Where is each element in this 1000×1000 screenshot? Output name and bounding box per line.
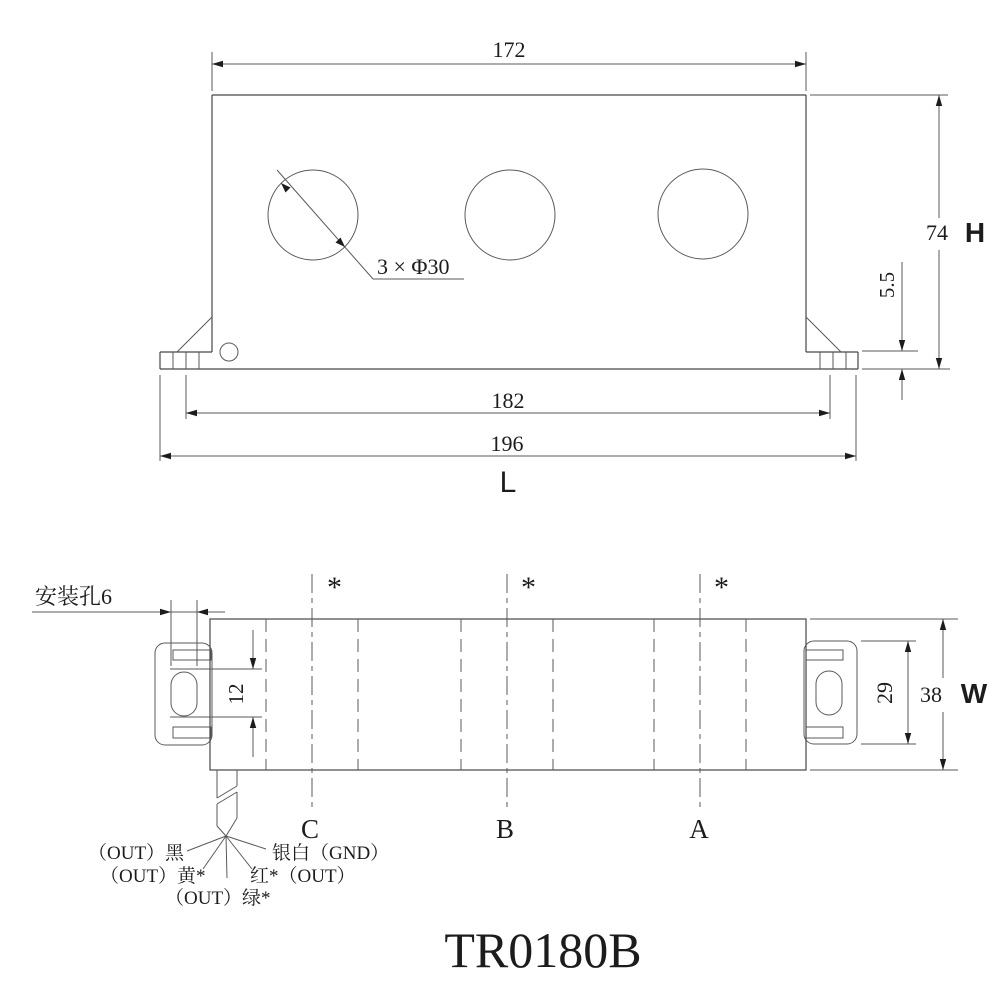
section-label-c: C: [300, 814, 320, 844]
leader-arrow-down: [336, 238, 346, 248]
wire-label-black: （OUT）黑: [88, 843, 185, 864]
height-letter-label: H: [964, 217, 986, 248]
left-ear-top-notch: [173, 650, 211, 660]
wire-exit-tab: [217, 770, 237, 836]
left-ear: [155, 643, 212, 745]
dim-5-5-extensions: [862, 351, 950, 369]
front-right-gusset: [806, 317, 841, 352]
dim-29-label: 29: [872, 682, 897, 704]
front-left-gusset: [177, 317, 212, 352]
dim-196-label: 196: [490, 431, 524, 456]
dim-12-label: 12: [224, 683, 248, 705]
dim-12-extensions: [170, 669, 262, 717]
hidden-hole-lines: [266, 619, 746, 770]
width-letter-label: W: [960, 678, 988, 709]
asterisk-b: *: [521, 571, 536, 604]
right-ear-bottom-notch: [806, 727, 843, 738]
asterisk-a: *: [714, 571, 729, 604]
front-right-foot-slots: [820, 352, 846, 369]
small-hole: [220, 343, 238, 361]
mounting-hole-extensions: [171, 600, 197, 666]
section-label-a: A: [689, 814, 709, 844]
asterisk-c: *: [327, 571, 342, 604]
front-left-foot-slots: [173, 352, 199, 369]
dim-172-label: 172: [492, 37, 526, 62]
mounting-hole-label: 安装孔6: [35, 584, 113, 609]
part-number-title: TR0180B: [444, 922, 642, 978]
right-ear-top-notch: [806, 650, 843, 660]
front-right-foot: [806, 352, 858, 369]
section-label-b: B: [495, 814, 515, 844]
bottom-view: [32, 571, 988, 909]
right-ear-slot: [816, 671, 842, 715]
left-ear-slot: [171, 672, 197, 716]
right-ear: [804, 641, 857, 744]
holes-note-label: 3 × Φ30: [377, 254, 450, 279]
left-ear-bottom-notch: [173, 727, 211, 738]
wire-label-silver-gnd: 银白（GND）: [272, 843, 390, 864]
dim-38-label: 38: [920, 682, 942, 707]
dim-5-5-label: 5.5: [875, 271, 899, 299]
wire-label-red: 红*（OUT）: [250, 866, 356, 887]
wire-label-green: （OUT）绿*: [165, 888, 271, 909]
dim-182-label: 182: [491, 388, 525, 413]
hole-b: [465, 170, 555, 260]
hole-a: [658, 169, 748, 259]
front-view: [160, 37, 985, 499]
dim-74-label: 74: [926, 220, 948, 245]
wire-label-yellow: （OUT）黄*: [100, 866, 206, 887]
length-letter-label: L: [499, 466, 517, 499]
bottom-body: [210, 619, 806, 770]
